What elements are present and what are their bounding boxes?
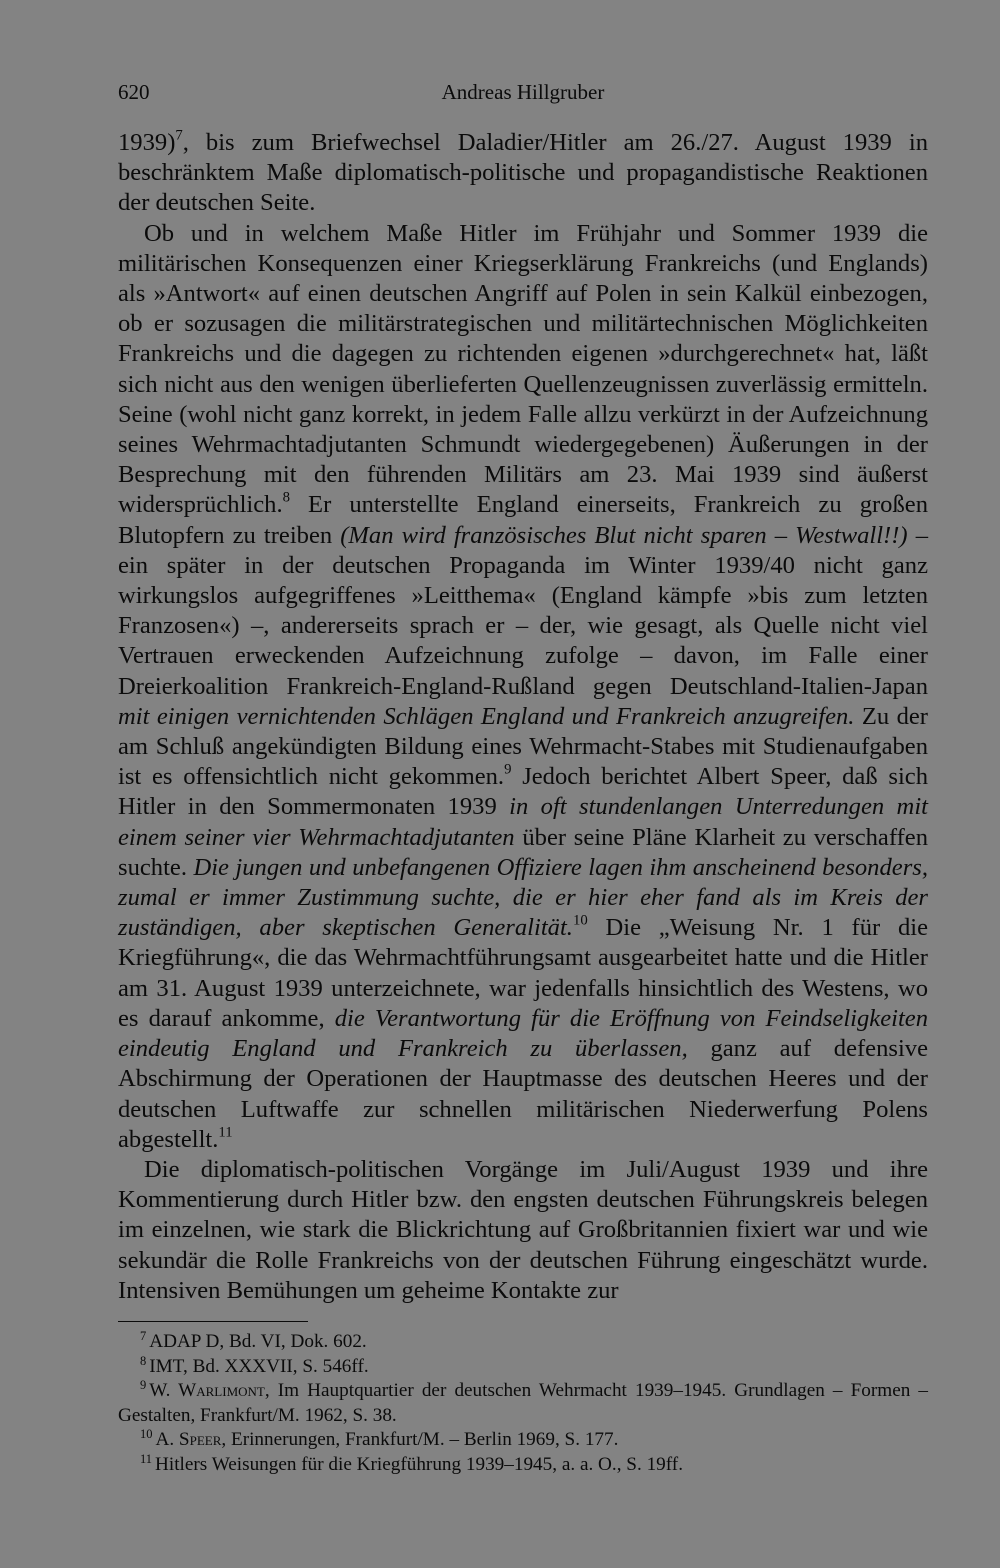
text-run: Die „Weisung Nr. 1 für die Kriegführung«, die das Wehrmachtführungsamt ausgearbeitet hatte und die Hitler am 31. August 1939 unterzeichnete, war jedenfalls hinsichtlich des Westens, wo es darauf ankomme, [118, 914, 929, 1032]
footnote-mark: 9 [140, 1378, 147, 1393]
footnote-8 [118, 1355, 928, 1380]
footnote-mark: 11 [140, 1451, 153, 1466]
text-run: ganz auf defensive Abschirmung der Operationen der Hauptmasse des deutschen Heeres und der deutschen Luftwaffe zur schnellen militärischen Niederwerfung Polens abgestellt. [118, 1035, 928, 1153]
text-run: , bis zum Briefwechsel Daladier/Hitler am 26./27. August 1939 in beschränktem Maße diplomatisch-politische und propagandistische Reaktionen der deutschen Seite. [118, 129, 928, 217]
footnote-ref: 7 [175, 127, 183, 144]
footnote-mark: 8 [140, 1353, 147, 1368]
footnote-text: , Erinnerungen, Frankfurt/M. – Berlin 1969, S. 177. [221, 1429, 619, 1450]
running-head [118, 80, 928, 110]
paragraph-1 [118, 128, 928, 219]
footnote-10 [118, 1428, 928, 1453]
text-run: Ob und in welchem Maße Hitler im Frühjahr und Sommer 1939 die militärischen Konsequenzen einer Kriegserklärung Frankreichs (und Englands) als »Antwort« auf einen deutschen Angriff auf Polen in sein Kalkül einbezogen, ob er sozusagen die militärstrategischen und militärtechnischen Möglichkeiten Frankreichs und die dagegen zu richtenden eigenen »durchgerechnet« hat, läßt sich nicht aus den wenigen überlieferten Quellenzeugnissen zuverlässig ermitteln. Seine (wohl nicht ganz korrekt, in jedem Falle allzu verkürzt in der Aufzeichnung seines Wehrmachtadjutanten Schmundt wiedergegebenen) Äußerungen in der Besprechung mit den führenden Militärs am 23. Mai 1939 sind äußerst widersprüchlich. [118, 219, 928, 519]
italic-quote: in oft stundenlangen Unterredungen mit einem seiner vier Wehrmachtadjutanten [118, 793, 928, 851]
footnote-ref: 10 [572, 912, 588, 929]
italic-quote: (Man wird französisches Blut nicht sparen – Westwall!!) [340, 521, 908, 549]
paragraph-2 [118, 219, 928, 1155]
paragraph-3 [118, 1155, 928, 1306]
footnote-text: Hitlers Weisungen für die Kriegführung 1939–1945, a. a. O., S. 19ff. [155, 1453, 683, 1475]
text-run: Die diplomatisch-politischen Vorgänge im Juli/August 1939 und ihre Kommentierung durch Hitler bzw. den engsten deutschen Führungskreis belegen im einzelnen, wie stark die Blickrichtung auf Großbritannien fixiert war und wie sekundär die Rolle Frankreichs von der deutschen Führung eingeschätzt wurde. Intensiven Bemühungen um geheime Kontakte zur [118, 1155, 928, 1304]
body-text [118, 128, 928, 1306]
text-run: 1939) [118, 129, 176, 156]
text-run: Zu der am Schluß angekündigten Bildung eines Wehrmacht-Stabes mit Studienaufgaben ist es offensichtlich nicht gekommen. [118, 702, 928, 791]
footnote-mark: 7 [140, 1329, 147, 1344]
page-number: 620 [118, 80, 150, 104]
footnote-9 [118, 1379, 928, 1428]
footnote-author: A. Speer [155, 1429, 222, 1450]
text-run: über seine Pläne Klarheit zu verschaffen suchte. [118, 823, 928, 881]
footnote-text: , Im Hauptquartier der deutschen Wehrmacht 1939–1945. Grundlagen – Formen – Gestalten, Frankfurt/M. 1962, S. 38. [118, 1380, 928, 1426]
italic-quote: die Verantwortung für die Eröffnung von Feindseligkeiten eindeutig England und Frankreich zu überlassen, [118, 1004, 928, 1063]
footnote-mark: 10 [140, 1427, 153, 1442]
footnote-text: IMT, Bd. XXXVII, S. 546ff. [149, 1355, 369, 1377]
text-run: Jedoch berichtet Albert Speer, daß sich Hitler in den Sommermonaten 1939 [118, 763, 928, 821]
text-run: – ein später in der deutschen Propaganda im Winter 1939/40 nicht ganz wirkungslos aufgegriffenes »Leitthema« (England kämpfe »bis zum letzten Franzosen«) –, andererseits sprach er – der, wie gesagt, als Quelle nicht viel Vertrauen erweckenden Aufzeichnung zufolge – davon, im Falle einer Dreierkoalition Frankreich-England-Rußland gegen Deutschland-Italien-Japan [118, 521, 928, 700]
footnote-7 [118, 1330, 928, 1355]
running-head-author: Andreas Hillgruber [441, 80, 605, 104]
footnote-separator [118, 1321, 308, 1322]
footnote-ref: 11 [218, 1124, 233, 1141]
italic-quote: Die jungen und unbefangenen Offiziere lagen ihm anscheinend besonders, zumal er immer Zustimmung suchte, die er hier eher fand als im Kreis der zuständigen, aber skeptischen Generalität. [118, 853, 928, 942]
italic-quote: mit einigen vernichtenden Schlägen England und Frankreich anzugreifen. [118, 702, 855, 730]
footnotes [118, 1330, 928, 1477]
footnote-text: ADAP D, Bd. VI, Dok. 602. [149, 1331, 367, 1352]
text-run: Er unterstellte England einerseits, Frankreich zu großen Blutopfern zu treiben [118, 491, 928, 549]
footnote-ref: 9 [504, 761, 512, 778]
footnote-ref: 8 [282, 490, 290, 507]
footnote-11 [118, 1453, 928, 1478]
footnote-author: W. Warlimont [149, 1380, 265, 1401]
